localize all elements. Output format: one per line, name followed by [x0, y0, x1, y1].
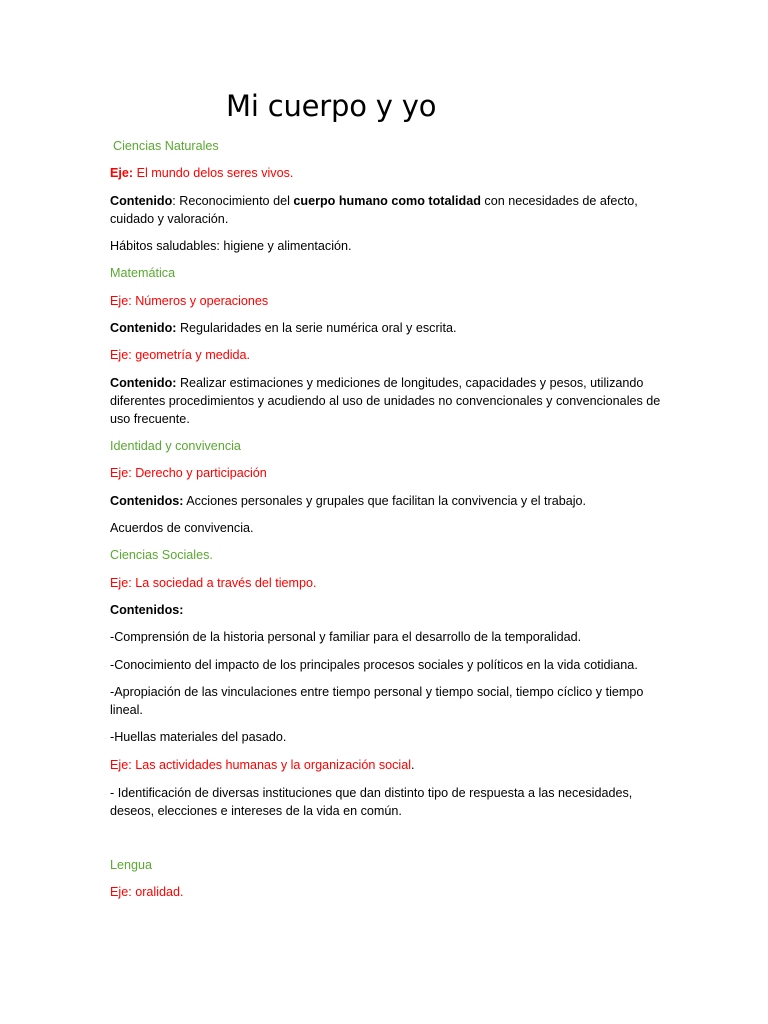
contenido-text: Realizar estimaciones y mediciones de longitudes, capacidades y pesos, utilizando diferentes procedimientos y acudiendo al uso de unidades no convencionales y convencionales de uso frecuente.: [110, 376, 661, 426]
eje-label: Eje:: [110, 166, 134, 180]
contenido-label: Contenido:: [110, 376, 177, 390]
eje-mundo-seres-vivos: [110, 164, 670, 182]
contenido-cuerpo-humano: [110, 192, 670, 228]
eje-text: El mundo delos seres vivos.: [133, 166, 294, 180]
contenidos-heading: [110, 601, 670, 619]
eje-actividades-humanas: [110, 756, 670, 774]
eje-text: Eje: Las actividades humanas y la organización social: [110, 758, 412, 772]
contenido-text-part1: : Reconocimiento del: [172, 194, 294, 208]
contenidos-acciones: [110, 492, 670, 510]
subject-ciencias-naturales: Ciencias Naturales: [113, 139, 219, 153]
page-title: Mi cuerpo y yo: [226, 89, 437, 123]
contenido-label: Contenido:: [110, 321, 177, 335]
contenido-item-procesos-sociales: -Conocimiento del impacto de los principales procesos sociales y políticos en la vida cotidiana.: [110, 658, 638, 672]
eje-sociedad-tiempo: Eje: La sociedad a través del tiempo.: [110, 576, 317, 590]
contenido-label: Contenido: [110, 194, 173, 208]
contenidos-text: Acciones personales y grupales que facilitan la convivencia y el trabajo.: [183, 494, 587, 508]
subject-lengua: Lengua: [110, 858, 153, 872]
subject-ciencias-sociales: Ciencias Sociales.: [110, 548, 213, 562]
subject-matematica: Matemática: [110, 266, 176, 280]
eje-numeros-operaciones: Eje: Números y operaciones: [110, 294, 269, 308]
eje-period: .: [411, 758, 415, 772]
contenido-bold: cuerpo humano como totalidad: [293, 194, 481, 208]
subject-identidad-convivencia: Identidad y convivencia: [110, 439, 241, 453]
contenido-item-instituciones: - Identificación de diversas instituciones que dan distinto tipo de respuesta a las necesidades, deseos, elecciones e intereses de la vida en común.: [110, 786, 633, 818]
eje-derecho-participacion: Eje: Derecho y participación: [110, 466, 267, 480]
habitos-saludables: Hábitos saludables: higiene y alimentación.: [110, 239, 352, 253]
contenido-item-historia-personal: -Comprensión de la historia personal y familiar para el desarrollo de la temporalidad.: [110, 630, 582, 644]
contenido-item-huellas: -Huellas materiales del pasado.: [110, 730, 287, 744]
eje-oralidad: Eje: oralidad.: [110, 885, 184, 899]
acuerdos-convivencia: Acuerdos de convivencia.: [110, 521, 254, 535]
contenido-text: Regularidades en la serie numérica oral y escrita.: [176, 321, 457, 335]
contenido-regularidades: [110, 319, 670, 337]
contenidos-label: Contenidos:: [110, 494, 184, 508]
contenido-text-part2: con necesidades de afecto, cuidado y valoración.: [110, 194, 638, 226]
contenido-item-tiempo: -Apropiación de las vinculaciones entre tiempo personal y tiempo social, tiempo cíclico y tiempo lineal.: [110, 685, 644, 717]
eje-geometria-medida: Eje: geometría y medida.: [110, 348, 251, 362]
contenido-estimaciones: [110, 374, 670, 428]
contenidos-label: Contenidos:: [110, 603, 184, 617]
